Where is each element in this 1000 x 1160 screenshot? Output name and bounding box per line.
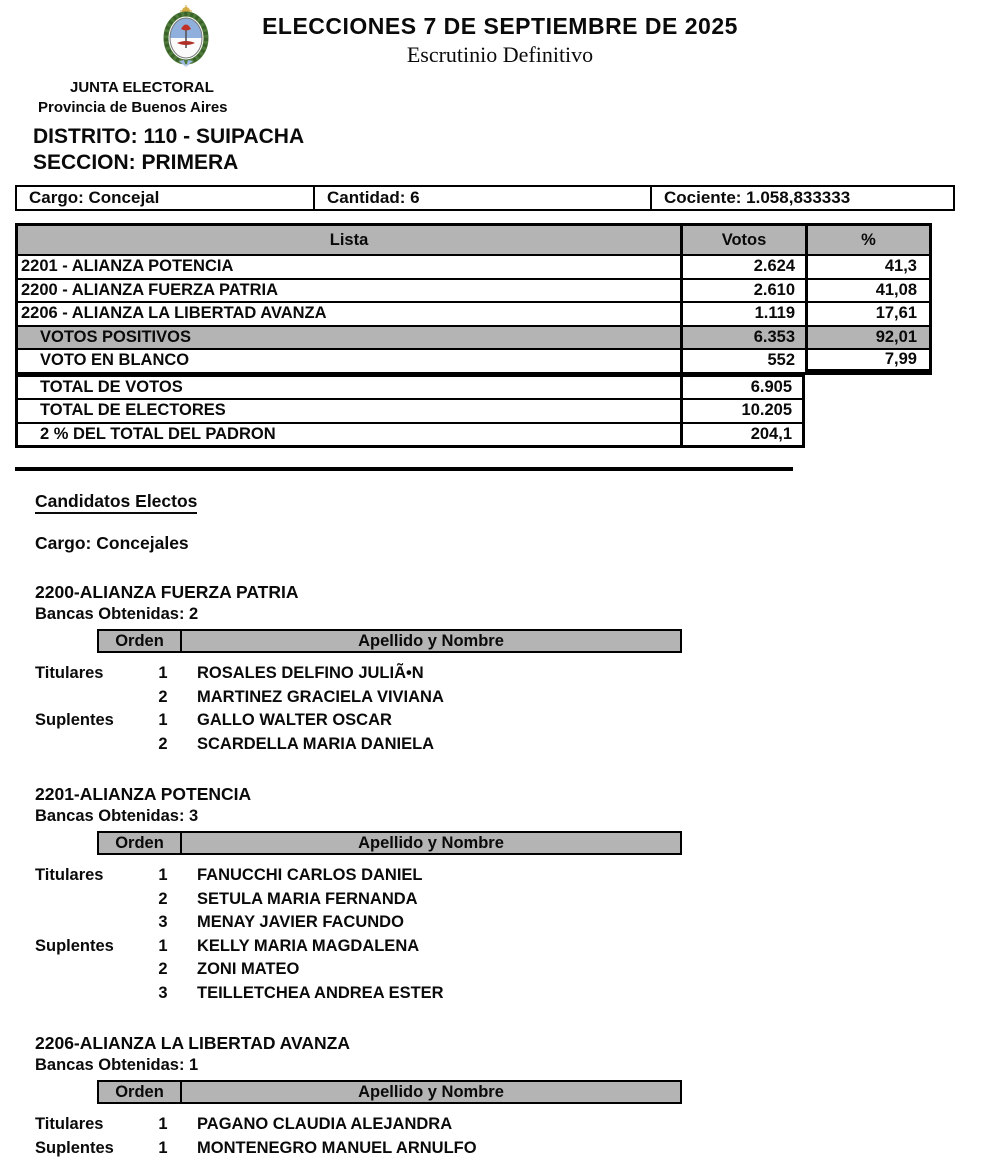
bancas-obtenidas: Bancas Obtenidas: 1: [35, 1056, 1000, 1075]
pct-cell: 41,3: [805, 256, 929, 278]
table-row-voto-en-blanco: [18, 348, 929, 372]
junta-electoral-label: JUNTA ELECTORAL: [70, 79, 1000, 96]
summary-bar: [15, 185, 955, 211]
candidate-name: KELLY MARIA MAGDALENA: [184, 937, 419, 956]
results-table: [15, 223, 1000, 448]
orden-value: 2: [142, 890, 184, 909]
pct-cell: 17,61: [805, 303, 929, 325]
col-header-lista: Lista: [18, 226, 680, 254]
votos-cell: 2.610: [680, 280, 805, 302]
orden-col-header: Orden: [99, 833, 180, 853]
orden-value: 1: [142, 866, 184, 885]
candidate-row: [0, 935, 1000, 959]
votos-cell: 552: [680, 350, 805, 372]
party-name: 2206-ALIANZA LA LIBERTAD AVANZA: [35, 1033, 1000, 1054]
candidate-row: [0, 888, 1000, 912]
votos-cell: 6.905: [680, 377, 802, 399]
lista-cell: 2 % DEL TOTAL DEL PADRON: [18, 424, 680, 446]
candidate-name: FANUCCHI CARLOS DANIEL: [184, 866, 423, 885]
group-label: Suplentes: [35, 1139, 142, 1158]
candidate-name: MONTENEGRO MANUEL ARNULFO: [184, 1139, 477, 1158]
candidate-row: [0, 1137, 1000, 1160]
results-header-row: [18, 226, 929, 254]
votos-cell: 1.119: [680, 303, 805, 325]
candidate-name: PAGANO CLAUDIA ALEJANDRA: [184, 1115, 452, 1134]
orden-value: 1: [142, 937, 184, 956]
table-row: [18, 254, 929, 278]
candidate-name: ZONI MATEO: [184, 960, 299, 979]
page-subtitle: Escrutinio Definitivo: [0, 42, 1000, 68]
candidate-rows: [0, 1113, 1000, 1160]
group-label: Suplentes: [35, 711, 142, 730]
votos-cell: 2.624: [680, 256, 805, 278]
section-divider: [15, 467, 793, 471]
nombre-col-header: Apellido y Nombre: [180, 833, 680, 853]
pct-cell: 41,08: [805, 280, 929, 302]
candidate-name: SETULA MARIA FERNANDA: [184, 890, 418, 909]
lista-cell: 2200 - ALIANZA FUERZA PATRIA: [18, 280, 680, 302]
cargo-concejales-label: Cargo: Concejales: [35, 533, 1000, 554]
lista-cell: 2201 - ALIANZA POTENCIA: [18, 256, 680, 278]
lista-cell: 2206 - ALIANZA LA LIBERTAD AVANZA: [18, 303, 680, 325]
table-row-votos-positivos: [18, 325, 929, 349]
candidate-row: [0, 958, 1000, 982]
table-row: [18, 301, 929, 325]
party-block-2206: [0, 1033, 1000, 1160]
orden-value: 2: [142, 960, 184, 979]
candidate-row: [0, 662, 1000, 686]
group-label: Titulares: [35, 866, 142, 885]
orden-header-table: [97, 629, 682, 653]
candidate-row: [0, 911, 1000, 935]
nombre-col-header: Apellido y Nombre: [180, 1082, 680, 1102]
table-row: [18, 278, 929, 302]
party-name: 2200-ALIANZA FUERZA PATRIA: [35, 582, 1000, 603]
candidate-row: [0, 864, 1000, 888]
province-label: Provincia de Buenos Aires: [38, 99, 1000, 116]
party-block-2201: [0, 784, 1000, 1005]
pct-cell: 7,99: [805, 350, 929, 372]
group-label: Titulares: [35, 664, 142, 683]
group-label: Suplentes: [35, 937, 142, 956]
orden-value: 2: [142, 688, 184, 707]
votos-cell: 204,1: [680, 424, 802, 446]
candidatos-electos-title: Candidatos Electos: [35, 491, 1000, 512]
candidate-name: GALLO WALTER OSCAR: [184, 711, 392, 730]
candidate-row: [0, 982, 1000, 1006]
nombre-col-header: Apellido y Nombre: [180, 631, 680, 651]
orden-value: 1: [142, 664, 184, 683]
lista-cell: TOTAL DE ELECTORES: [18, 400, 680, 422]
votos-cell: 10.205: [680, 400, 802, 422]
candidate-name: SCARDELLA MARIA DANIELA: [184, 735, 434, 754]
section-label: SECCION: PRIMERA: [33, 151, 1000, 175]
orden-value: 1: [142, 1139, 184, 1158]
party-name: 2201-ALIANZA POTENCIA: [35, 784, 1000, 805]
cantidad-cell: Cantidad: 6: [313, 187, 650, 209]
bancas-obtenidas: Bancas Obtenidas: 3: [35, 807, 1000, 826]
pct-cell: 92,01: [805, 327, 929, 349]
orden-value: 3: [142, 913, 184, 932]
table-row-total-votos: [18, 375, 802, 399]
party-block-2200: [0, 582, 1000, 756]
orden-value: 1: [142, 1115, 184, 1134]
cargo-cell: Cargo: Concejal: [17, 187, 313, 209]
group-label: Titulares: [35, 1115, 142, 1134]
col-header-pct: %: [805, 226, 929, 254]
candidate-row: [0, 733, 1000, 757]
table-row-total-electores: [18, 398, 802, 422]
lista-cell: TOTAL DE VOTOS: [18, 377, 680, 399]
orden-col-header: Orden: [99, 631, 180, 651]
district-label: DISTRITO: 110 - SUIPACHA: [33, 125, 1000, 149]
candidate-rows: [0, 662, 1000, 756]
candidate-name: ROSALES DELFINO JULIÃ•N: [184, 664, 424, 683]
orden-col-header: Orden: [99, 1082, 180, 1102]
candidate-name: MARTINEZ GRACIELA VIVIANA: [184, 688, 444, 707]
cociente-cell: Cociente: 1.058,833333: [650, 187, 953, 209]
candidate-name: TEILLETCHEA ANDREA ESTER: [184, 984, 444, 1003]
lista-cell: VOTOS POSITIVOS: [18, 327, 680, 349]
table-row-padron: [18, 422, 802, 446]
orden-header-table: [97, 831, 682, 855]
orden-header-table: [97, 1080, 682, 1104]
candidate-row: [0, 686, 1000, 710]
votos-cell: 6.353: [680, 327, 805, 349]
candidate-row: [0, 709, 1000, 733]
bancas-obtenidas: Bancas Obtenidas: 2: [35, 605, 1000, 624]
argentina-coat-of-arms-icon: [158, 4, 214, 68]
col-header-votos: Votos: [680, 226, 805, 254]
orden-value: 1: [142, 711, 184, 730]
orden-value: 2: [142, 735, 184, 754]
candidate-rows: [0, 864, 1000, 1005]
page-title: ELECCIONES 7 DE SEPTIEMBRE DE 2025: [0, 0, 1000, 40]
orden-value: 3: [142, 984, 184, 1003]
candidate-row: [0, 1113, 1000, 1137]
lista-cell: VOTO EN BLANCO: [18, 350, 680, 372]
candidate-name: MENAY JAVIER FACUNDO: [184, 913, 404, 932]
